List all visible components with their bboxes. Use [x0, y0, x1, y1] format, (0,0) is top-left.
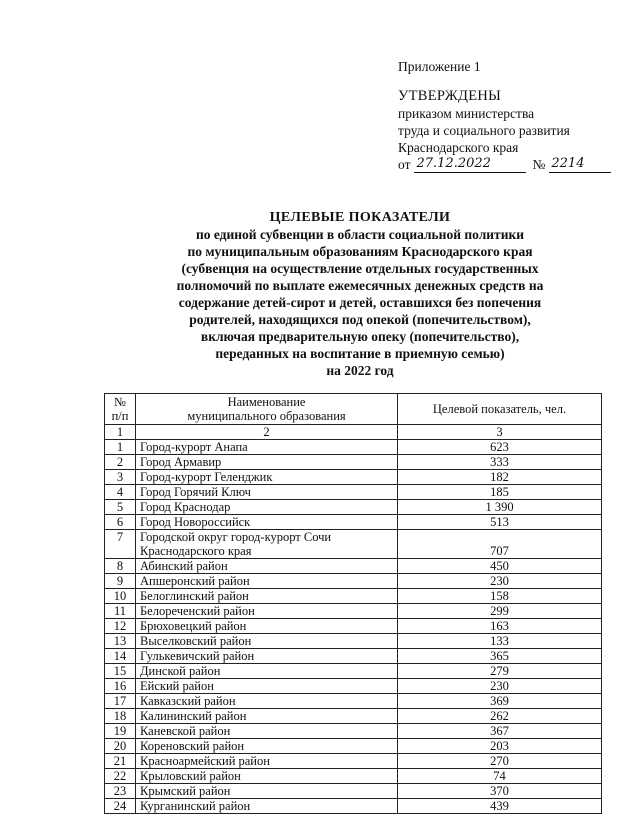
table-row [105, 679, 602, 694]
targets-table [104, 393, 602, 814]
title-line: переданных на воспитание в приемную семью) [215, 346, 505, 361]
row-value-cell: 74 [398, 769, 602, 784]
row-number-cell: 12 [105, 619, 136, 634]
title-line: включая предварительную опеку (попечительство), [200, 329, 520, 344]
table-row [105, 440, 602, 455]
index-cell: 1 [105, 425, 136, 440]
table-row [105, 559, 602, 574]
row-value-cell: 279 [398, 664, 602, 679]
row-value-cell: 1 390 [398, 500, 602, 515]
table-row [105, 574, 602, 589]
row-number-cell: 13 [105, 634, 136, 649]
table-row [105, 455, 602, 470]
row-name-cell: Крымский район [136, 784, 398, 799]
row-value-cell: 333 [398, 455, 602, 470]
row-value-cell: 185 [398, 485, 602, 500]
order-date-number-line [398, 156, 611, 173]
table-row [105, 799, 602, 814]
row-value-cell: 230 [398, 574, 602, 589]
table-row [105, 589, 602, 604]
header-name [136, 394, 398, 425]
row-name-cell: Город Горячий Ключ [136, 485, 398, 500]
row-name-cell: Кавказский район [136, 694, 398, 709]
row-name-cell: Апшеронский район [136, 574, 398, 589]
row-name-cell: Динской район [136, 664, 398, 679]
approval-block [398, 58, 611, 173]
index-cell: 3 [398, 425, 602, 440]
row-name-cell: Город Новороссийск [136, 515, 398, 530]
row-name-cell: Город-курорт Анапа [136, 440, 398, 455]
table-row [105, 470, 602, 485]
row-name-cell: Кореновский район [136, 739, 398, 754]
row-value-cell: 367 [398, 724, 602, 739]
row-number-cell: 23 [105, 784, 136, 799]
index-cell: 2 [136, 425, 398, 440]
title-line: по муниципальным образованиям Краснодарского края [187, 244, 533, 259]
row-value-cell: 203 [398, 739, 602, 754]
row-name-cell: Брюховецкий район [136, 619, 398, 634]
row-name-cell: Калининский район [136, 709, 398, 724]
document-title [120, 209, 600, 379]
table-row [105, 634, 602, 649]
table-row [105, 664, 602, 679]
row-name-cell: Красноармейский район [136, 754, 398, 769]
header-value: Целевой показатель, чел. [398, 394, 602, 425]
row-name-cell: Крыловский район [136, 769, 398, 784]
title-main: ЦЕЛЕВЫЕ ПОКАЗАТЕЛИ [269, 210, 451, 225]
row-number-cell: 7 [105, 530, 136, 559]
row-value-cell: 270 [398, 754, 602, 769]
header-number [105, 394, 136, 425]
row-number-cell: 19 [105, 724, 136, 739]
row-number-cell: 5 [105, 500, 136, 515]
row-number-cell: 16 [105, 679, 136, 694]
row-name-cell: Курганинский район [136, 799, 398, 814]
row-number-cell: 2 [105, 455, 136, 470]
row-number-cell: 8 [105, 559, 136, 574]
table-row [105, 604, 602, 619]
approval-line-1: приказом министерства [398, 106, 535, 121]
table-row [105, 784, 602, 799]
row-number-cell: 24 [105, 799, 136, 814]
row-value-cell: 365 [398, 649, 602, 664]
table-row [105, 515, 602, 530]
row-number-cell: 21 [105, 754, 136, 769]
table-row [105, 754, 602, 769]
table-row [105, 619, 602, 634]
row-number-cell: 10 [105, 589, 136, 604]
title-line: по единой субвенции в области социальной политики [195, 227, 525, 242]
row-number-cell: 3 [105, 470, 136, 485]
row-name-cell: Выселковский район [136, 634, 398, 649]
row-name-cell: Белоглинский район [136, 589, 398, 604]
header-number-line-1: № [114, 395, 126, 409]
approval-line-2: труда и социального развития [398, 123, 570, 138]
table-row [105, 500, 602, 515]
row-name-cell: Ейский район [136, 679, 398, 694]
approved-heading: УТВЕРЖДЕНЫ [398, 88, 502, 104]
row-name-cell: Каневской район [136, 724, 398, 739]
table-index-row [105, 425, 602, 440]
table-body [105, 425, 602, 814]
row-number-cell: 15 [105, 664, 136, 679]
row-number-cell: 11 [105, 604, 136, 619]
row-value-cell: 370 [398, 784, 602, 799]
row-name-line-1: Городской округ город-курорт Сочи [140, 530, 332, 544]
row-value-cell: 623 [398, 440, 602, 455]
title-line: содержание детей-сирот и детей, оставшихся без попечения [178, 295, 542, 310]
row-number-cell: 4 [105, 485, 136, 500]
title-line: полномочий по выплате ежемесячных денежных средств на [176, 278, 544, 293]
row-number-cell: 14 [105, 649, 136, 664]
date-prefix: от [398, 157, 411, 172]
row-value-cell: 369 [398, 694, 602, 709]
row-value-cell: 513 [398, 515, 602, 530]
row-value-cell: 707 [398, 530, 602, 559]
row-value-cell: 262 [398, 709, 602, 724]
number-sign: № [532, 157, 546, 172]
title-line: родителей, находящихся под опекой (попечительством), [189, 312, 531, 327]
row-number-cell: 1 [105, 440, 136, 455]
table-row [105, 724, 602, 739]
row-name-line-2: Краснодарского края [140, 544, 252, 558]
table-row [105, 530, 602, 559]
table-row [105, 694, 602, 709]
approval-line-3: Краснодарского края [398, 140, 519, 155]
table-row [105, 739, 602, 754]
row-value-cell: 133 [398, 634, 602, 649]
row-name-cell: Город-курорт Геленджик [136, 470, 398, 485]
row-number-cell: 20 [105, 739, 136, 754]
row-number-cell: 9 [105, 574, 136, 589]
header-number-line-2: п/п [111, 409, 129, 423]
row-value-cell: 182 [398, 470, 602, 485]
row-name-cell: Город Армавир [136, 455, 398, 470]
appendix-label: Приложение 1 [398, 59, 481, 74]
order-date-handwritten: 27.12.2022 [414, 156, 526, 173]
row-name-cell: Город Краснодар [136, 500, 398, 515]
row-number-cell: 18 [105, 709, 136, 724]
table-row [105, 709, 602, 724]
table-header-row [105, 394, 602, 425]
row-value-cell: 299 [398, 604, 602, 619]
header-name-line-1: Наименование [227, 395, 306, 409]
row-value-cell: 230 [398, 679, 602, 694]
row-number-cell: 17 [105, 694, 136, 709]
table-row [105, 485, 602, 500]
order-number-handwritten: 2214 [549, 156, 611, 173]
row-number-cell: 6 [105, 515, 136, 530]
title-line: (субвенция на осуществление отдельных государственных [181, 261, 539, 276]
title-line: на 2022 год [326, 363, 394, 378]
row-value-cell: 163 [398, 619, 602, 634]
row-name-cell: Абинский район [136, 559, 398, 574]
header-name-line-2: муниципального образования [187, 409, 346, 423]
row-name-cell: Гулькевичский район [136, 649, 398, 664]
row-value-cell: 439 [398, 799, 602, 814]
row-name-cell: Белореченский район [136, 604, 398, 619]
row-value-cell: 450 [398, 559, 602, 574]
table-row [105, 769, 602, 784]
table-row [105, 649, 602, 664]
row-value-cell: 158 [398, 589, 602, 604]
row-name-cell [136, 530, 398, 559]
row-number-cell: 22 [105, 769, 136, 784]
